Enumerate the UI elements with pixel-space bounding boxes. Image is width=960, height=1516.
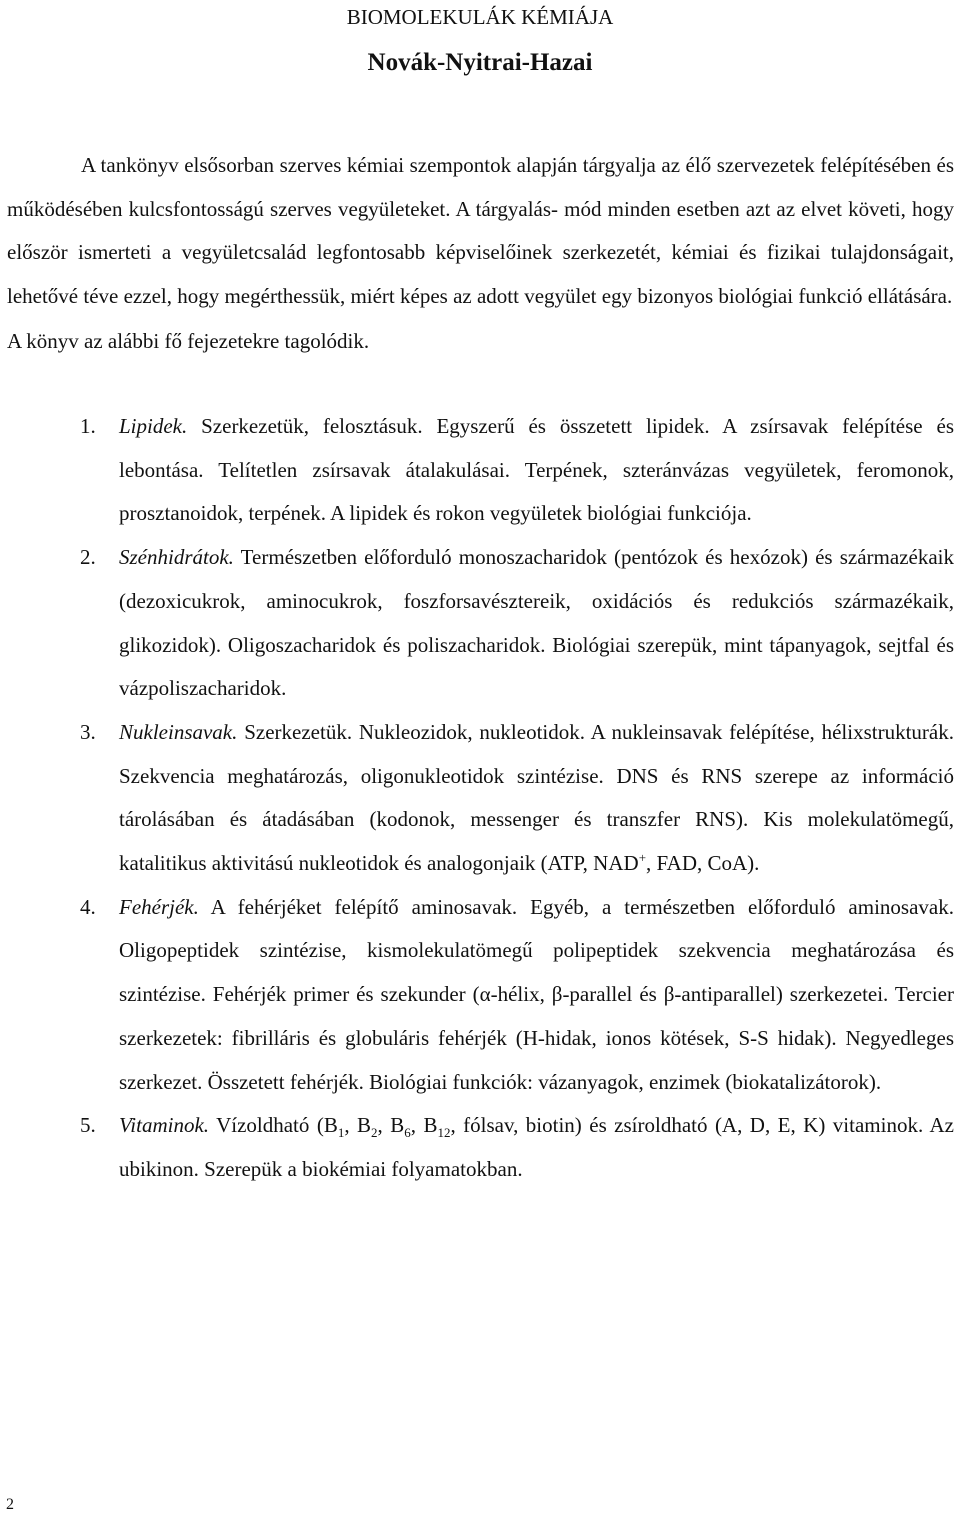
superscript-plus: + — [638, 850, 647, 866]
chapter-title: Nukleinsavak. — [119, 719, 238, 744]
chapter-item-feherjek — [7, 886, 954, 1105]
subscript-b1: 1 — [337, 1125, 345, 1141]
intro-lead: A könyv az alábbi fő fejezetekre tagolódik. — [7, 329, 370, 353]
chapter-item-szenhidratok — [7, 536, 954, 711]
chapter-number: 5. — [80, 1113, 96, 1138]
chapter-item-nukleinsavak — [7, 711, 954, 886]
chapter-text: Vízoldható (B — [209, 1113, 338, 1138]
subscript-b6: 6 — [404, 1125, 411, 1141]
intro-paragraph: A tankönyv elsősorban szerves kémiai szempontok alapján tárgyalja az élő szervezetek felépítésében és működésében kulcsfontosságú szerves vegyületeket. A tárgyalás- mód minden esetben azt az elvet követi, hogy először ismerteti a vegyületcsalád legfontosabb képviselőinek szerkezetét, kémiai és fizikai tulajdonságait, lehetővé téve ezzel, hogy megérthessük, miért képes az adott vegyület egy bizonyos biológiai funkció ellátására. — [7, 153, 954, 308]
chapter-number: 1. — [80, 414, 96, 438]
chapter-title: Fehérjék. — [119, 894, 199, 919]
chapter-title: Vitaminok. — [119, 1113, 210, 1138]
book-title: BIOMOLEKULÁK KÉMIÁJA — [346, 5, 614, 29]
chapter-item-vitaminok — [7, 1104, 954, 1191]
page-number: 2 — [6, 1496, 14, 1513]
chapter-text: Szerkezetük. Nukleozidok, nukleotidok. A nukleinsavak felépítése, hélixstrukturák. Szekvencia meghatározás, oligonukleotidok szintézise. DNS és RNS szerepe az információ tárolásában és átadásában (kodonok, messenger és transzfer RNS). Kis molekulatömegű, katalitikus aktivitású nukleotidok és analogonjaik (ATP, NAD — [119, 719, 954, 876]
chapter-number: 4. — [80, 894, 96, 919]
chapter-title: Szénhidrátok. — [119, 545, 234, 570]
chapter-number: 3. — [80, 719, 96, 744]
subscript-b12: 12 — [437, 1125, 451, 1141]
chapter-text-after: , fólsav, biotin) és zsíroldható (A, D, E, K) vitaminok. Az ubikinon. Szerepük a biokémiai folyamatokban. — [119, 1113, 954, 1181]
chapter-text-b6-prefix: , B — [377, 1113, 405, 1138]
chapter-item-lipidek — [7, 405, 954, 536]
chapter-title: Lipidek. — [119, 414, 188, 438]
subscript-b2: 2 — [371, 1125, 378, 1141]
chapter-number: 2. — [80, 545, 96, 570]
book-authors: Novák-Nyitrai-Hazai — [367, 49, 593, 76]
chapter-list — [7, 405, 954, 1192]
chapter-text: A fehérjéket felépítő aminosavak. Egyéb, a természetben előforduló aminosavak. Oligopeptidek szintézise, kismolekulatömegű polipeptidek szekvencia meghatározása és szintézise. Fehérjék primer és szekunder (α-hélix, β-parallel és β-antiparallel) szerkezetei. Tercier szerkezetek: fibrilláris és globuláris fehérjék (H-hidak, ionos kötések, S-S hidak). Negyedleges szerkezet. Összetett fehérjék. Biológiai funkciók: vázanyagok, enzimek (biokatalizátorok). — [119, 894, 954, 1094]
chapter-text-b2-prefix: , B — [344, 1113, 372, 1138]
chapter-text-b12-prefix: , B — [410, 1113, 438, 1138]
chapter-text-after: , FAD, CoA). — [646, 851, 760, 876]
chapter-text: Szerkezetük, felosztásuk. Egyszerű és összetett lipidek. A zsírsavak felépítése és lebontása. Telítetlen zsírsavak átalakulásai. Terpének, szteránvázas vegyületek, feromonok, prosztanoidok, terpének. A lipidek és rokon vegyületek biológiai funkciója. — [119, 414, 954, 526]
chapter-text: Természetben előforduló monoszacharidok (pentózok és hexózok) és származékaik (dezoxicukrok, aminocukrok, foszforsavésztereik, oxidációs és redukciós származékaik, glikozidok). Oligoszacharidok és poliszacharidok. Biológiai szerepük, mint tápanyagok, sejtfal és vázpoliszacharidok. — [119, 545, 954, 701]
